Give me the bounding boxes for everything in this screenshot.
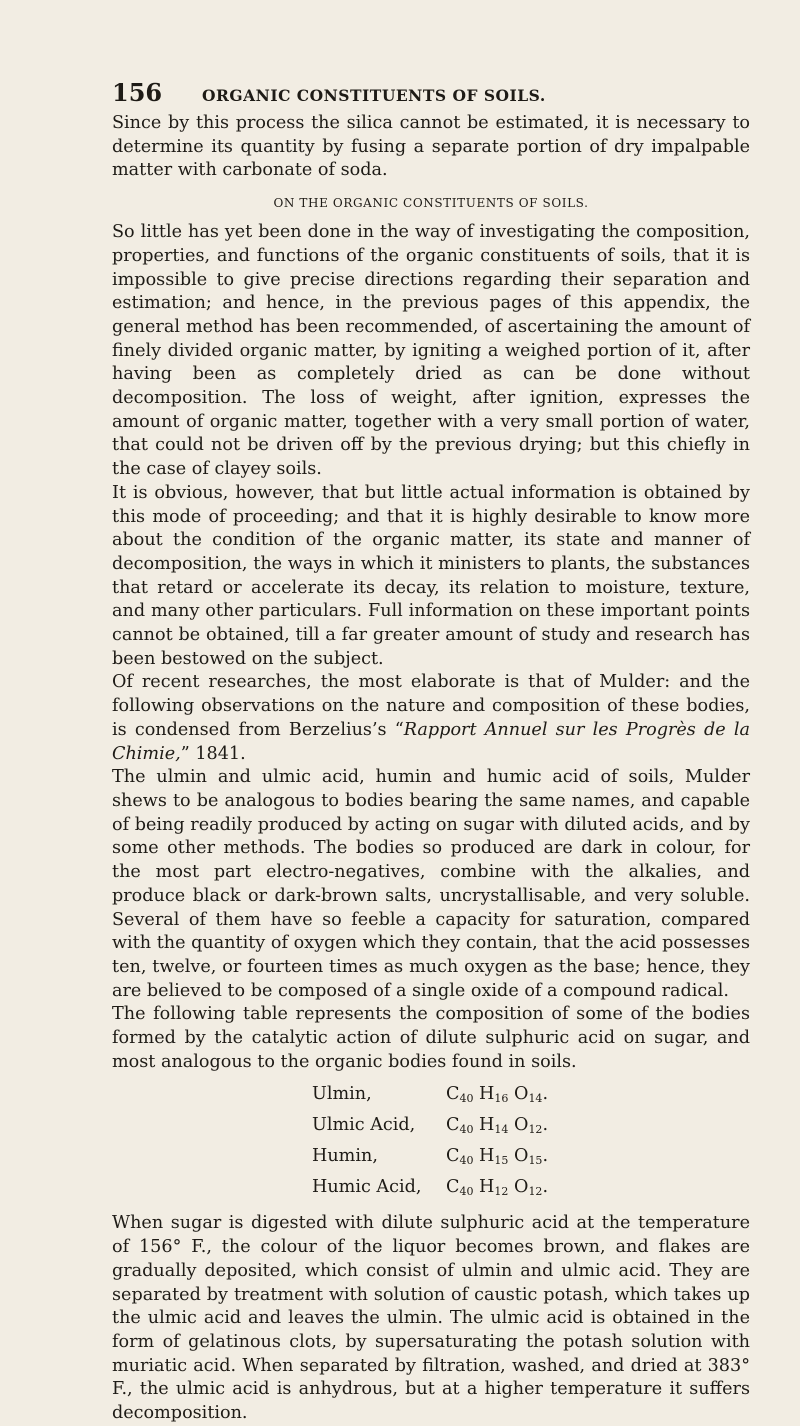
formula-value: $C_{40}$ $H_{16}$ $O_{14}$. — [446, 1084, 549, 1106]
mulder-text-end: ” 1841. — [180, 743, 246, 764]
formula-name: Humic Acid, — [312, 1177, 422, 1198]
formula-name: Ulmin, — [312, 1084, 372, 1105]
formula-row — [312, 1112, 750, 1143]
paragraph-sugar-digestion: When sugar is digested with dilute sulphuric acid at the temperature of 156° F., the colour of the liquor becomes brown, and flakes are gradually deposited, which consist of ulmin and ulmic acid. They are separated by treatment with solution of caustic potash, which takes up the ulmic acid and leaves the ulmin. The ulmic acid is obtained in the form of gelatinous clots, by supersaturating the potash solution with muriatic acid. When separated by filtration, washed, and dried at 383° F., the ulmic acid is anhydrous, but at a higher temperature it suffers decomposition. — [112, 1213, 750, 1424]
section-heading: ON THE ORGANIC CONSTITUENTS OF SOILS. — [273, 196, 589, 211]
formula-name: Ulmic Acid, — [312, 1115, 416, 1136]
formula-row — [312, 1143, 750, 1174]
page-number: 156 — [112, 78, 163, 107]
intro-paragraph: Since by this process the silica cannot be estimated, it is necessary to determine its quantity by fusing a separate portion of dry impalpable matter with carbonate of soda. — [112, 113, 750, 181]
page-body — [112, 112, 750, 1426]
formula-value: $C_{40}$ $H_{14}$ $O_{12}$. — [446, 1115, 549, 1137]
paragraph-composition: So little has yet been done in the way of investigating the composition, properties, and functions of the organic constituents of soils, that it is impossible to give precise directions regarding their separation and estimation; and hence, in the previous pages of this appendix, the general method has been recommended, of ascertaining the amount of finely divided organic matter, by igniting a weighed portion of it, after having been as completely dried as can be done without decomposition. The loss of weight, after ignition, expresses the amount of organic matter, together with a very small portion of water, that could not be driven off by the previous drying; but this chiefly in the case of clayey soils. — [112, 222, 750, 480]
formula-row — [312, 1174, 750, 1205]
paragraph-ulmin-humin: The ulmin and ulmic acid, humin and humic acid of soils, Mulder shews to be analogous to bodies bearing the same names, and capable of being readily produced by acting on sugar with diluted acids, and by some other methods. The bodies so produced are dark in colour, for the most part electro-negatives, combine with the alkalies, and produce black or dark-brown salts, uncrystallisable, and very soluble. Several of them have so feeble a capacity for saturation, compared with the quantity of oxygen which they contain, that the acid possesses ten, twelve, or fourteen times as much oxygen as the base; hence, they are believed to be composed of a single oxide of a compound radical. — [112, 767, 750, 1001]
formula-name: Humin, — [312, 1146, 378, 1167]
formula-row — [312, 1081, 750, 1112]
formula-value: $C_{40}$ $H_{15}$ $O_{15}$. — [446, 1146, 549, 1168]
paragraph-information: It is obvious, however, that but little actual information is obtained by this mode of proceeding; and that it is highly desirable to know more about the condition of the organic matter, its state and manner of decomposition, the ways in which it ministers to plants, the substances that retard or accelerate its decay, its relation to moisture, texture, and many other particulars. Full information on these important points cannot be obtained, till a far greater amount of study and research has been bestowed on the subject. — [112, 482, 750, 669]
paragraph-table-intro: The following table represents the composition of some of the bodies formed by the catalytic action of dilute sulphuric acid on sugar, and most analogous to the organic bodies found in soils. — [112, 1004, 750, 1072]
running-head — [112, 0, 750, 112]
mulder-text-start: Of recent researches, the most elaborate is that of Mulder: and the following observations on the nature and composition of these bodies, is condensed from Berzelius’s “ — [112, 672, 750, 740]
formula-table — [312, 1081, 750, 1205]
journal-title: Rapport Annuel sur les Progrès de la Chimie, — [112, 719, 750, 764]
formula-value: $C_{40}$ $H_{12}$ $O_{12}$. — [446, 1177, 549, 1199]
paragraph-mulder — [112, 671, 750, 766]
running-title: ORGANIC CONSTITUENTS OF SOILS. — [202, 86, 546, 105]
